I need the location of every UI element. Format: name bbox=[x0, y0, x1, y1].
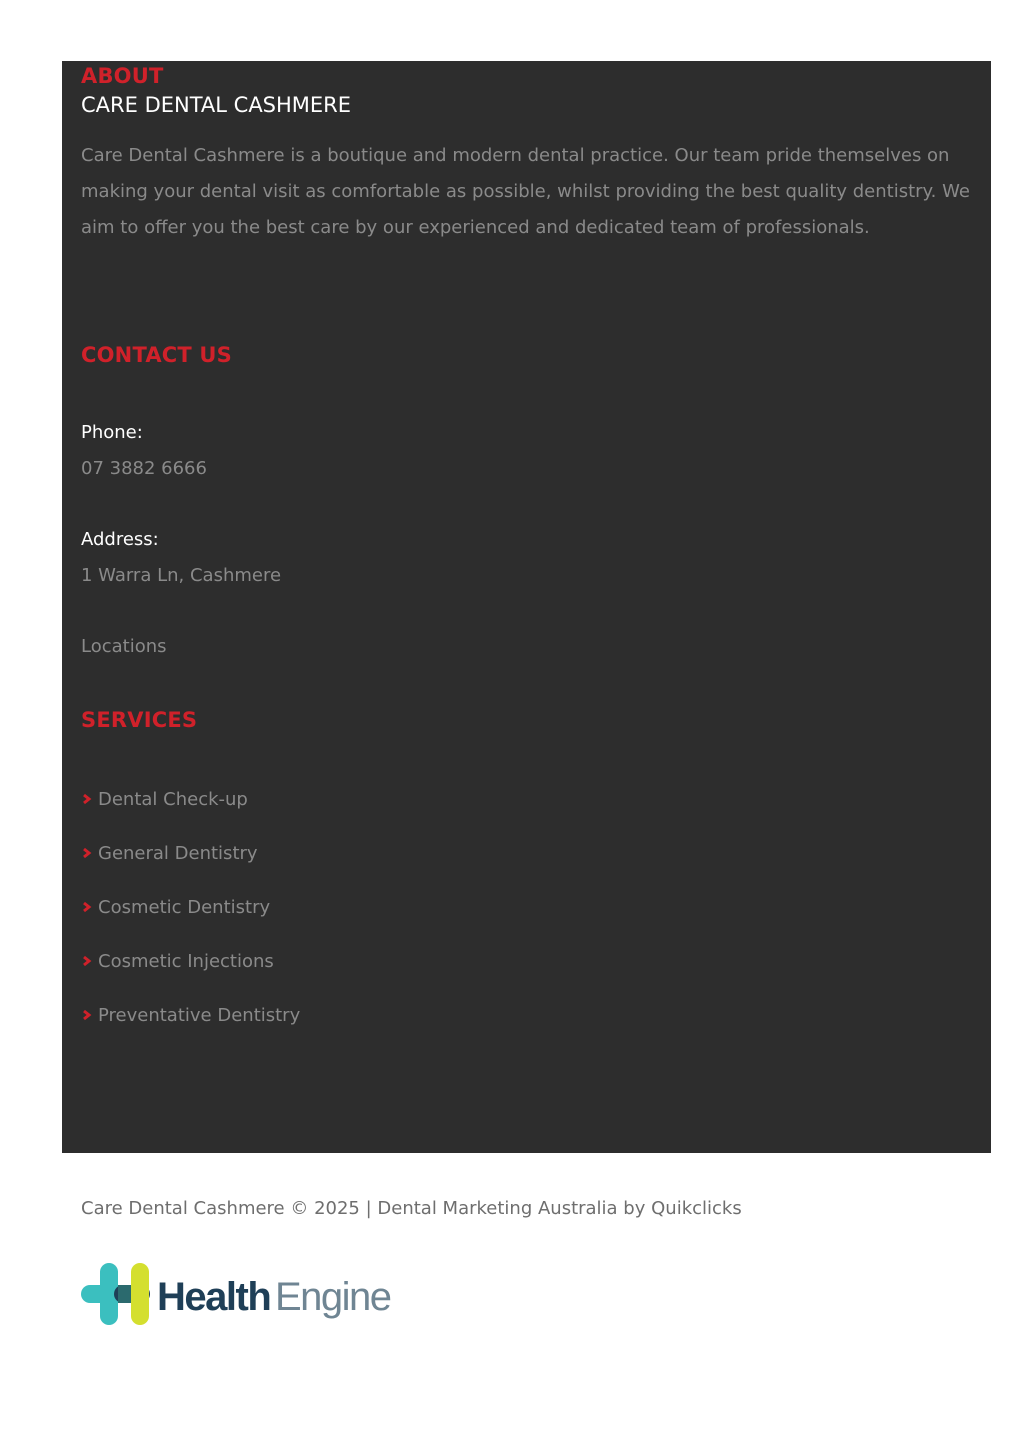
about-heading: ABOUT bbox=[81, 64, 164, 88]
address-label: Address: bbox=[81, 529, 159, 550]
phone-label: Phone: bbox=[81, 422, 143, 443]
logo-cross-yellow-bar bbox=[131, 1263, 149, 1325]
service-label: Preventative Dentistry bbox=[98, 1004, 301, 1026]
contact-heading: CONTACT US bbox=[81, 343, 233, 367]
phone-link[interactable]: 07 3882 6666 bbox=[81, 458, 207, 479]
footer-panel bbox=[62, 61, 991, 1153]
service-label: Cosmetic Dentistry bbox=[98, 896, 271, 918]
service-label: General Dentistry bbox=[98, 842, 258, 864]
locations-link[interactable]: Locations bbox=[81, 636, 167, 657]
about-subheading: CARE DENTAL CASHMERE bbox=[81, 93, 352, 117]
address-value: 1 Warra Ln, Cashmere bbox=[81, 565, 282, 586]
service-link-cosmetic-dentistry[interactable] bbox=[81, 893, 270, 921]
service-link-preventative-dentistry[interactable] bbox=[81, 1001, 300, 1029]
healthengine-logo[interactable] bbox=[81, 1262, 391, 1326]
chevron-right-icon bbox=[81, 901, 93, 913]
service-link-cosmetic-injections[interactable] bbox=[81, 947, 274, 975]
chevron-right-icon bbox=[81, 955, 93, 967]
services-heading: SERVICES bbox=[81, 708, 198, 732]
logo-text-light: Engine bbox=[275, 1275, 391, 1319]
chevron-right-icon bbox=[81, 847, 93, 859]
chevron-right-icon bbox=[81, 793, 93, 805]
service-link-general-dentistry[interactable] bbox=[81, 839, 258, 867]
service-label: Cosmetic Injections bbox=[98, 950, 274, 972]
logo-text-bold: Health bbox=[157, 1275, 271, 1319]
copyright-text: Care Dental Cashmere © 2025 | Dental Marketing Australia by Quikclicks bbox=[81, 1198, 742, 1219]
service-link-dental-check-up[interactable] bbox=[81, 785, 248, 813]
about-text: Care Dental Cashmere is a boutique and modern dental practice. Our team pride themselves on making your dental visit as comfortable as possible, whilst providing the best quality dentistry. We aim to offer you the best care by our experienced and dedicated team of professionals. bbox=[81, 145, 970, 238]
service-label: Dental Check-up bbox=[98, 788, 248, 810]
logo-cross-center bbox=[118, 1285, 131, 1303]
chevron-right-icon bbox=[81, 1009, 93, 1021]
